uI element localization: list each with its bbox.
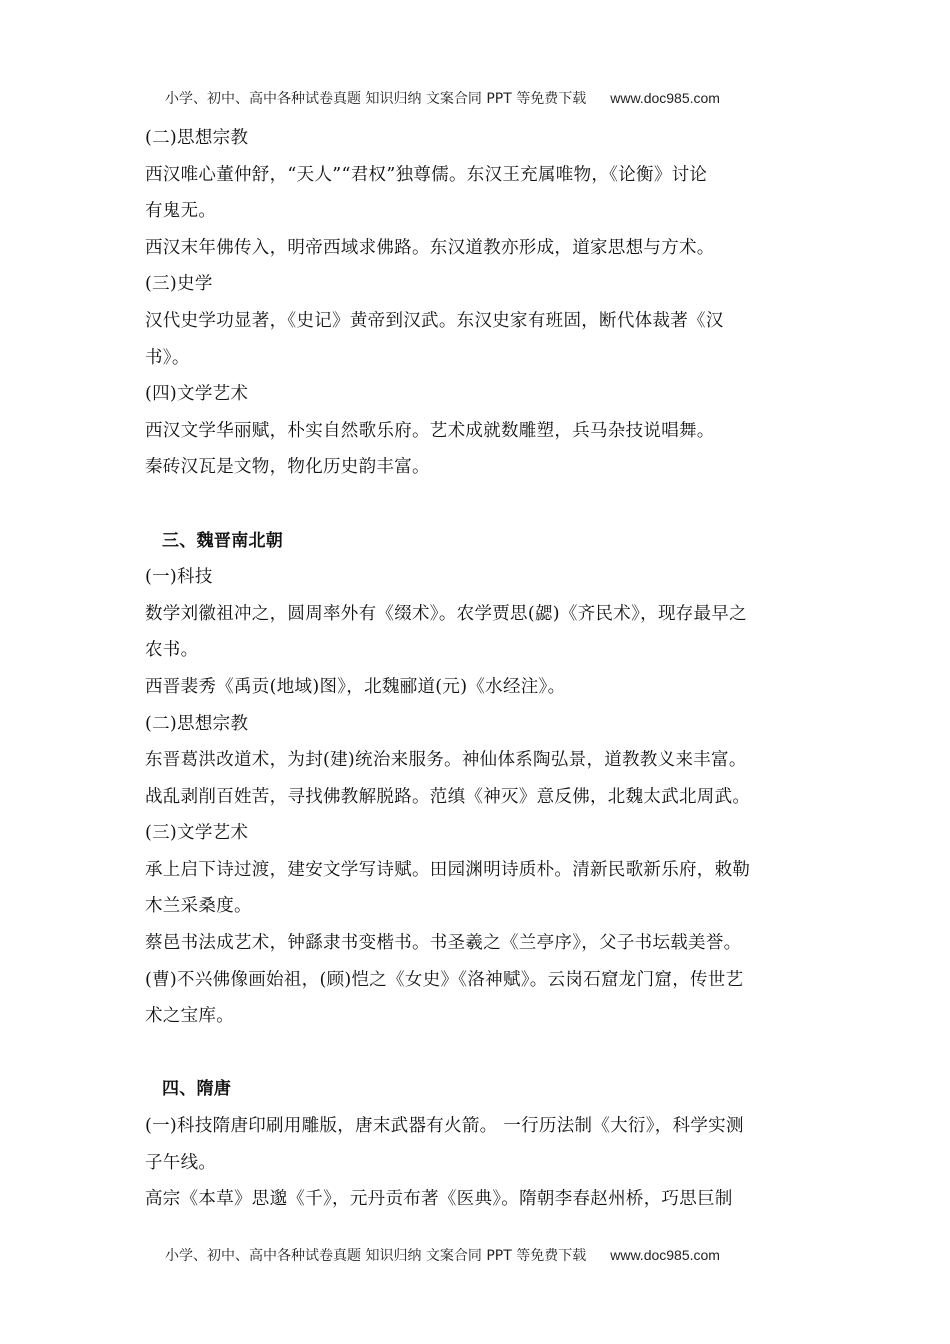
- paragraph-line: 高宗《本草》思邈《千》，元丹贡布著《医典》。隋朝李春赵州桥，巧思巨制: [145, 1189, 733, 1210]
- paragraph-line: 术之宝库。: [145, 1006, 234, 1027]
- header-text: 小学、初中、高中各种试卷真题 知识归纳 文案合同 PPT 等免费下载: [165, 91, 587, 107]
- subheading-thought-religion: (二)思想宗教: [145, 713, 249, 734]
- spacer: [145, 486, 810, 523]
- footer-text: 小学、初中、高中各种试卷真题 知识归纳 文案合同 PPT 等免费下载: [165, 1248, 587, 1264]
- paragraph-line: (曹)不兴佛像画始祖，(顾)恺之《女史》《洛神赋》。云岗石窟龙门窟，传世艺: [145, 969, 744, 990]
- paragraph-line: 子午线。: [145, 1152, 217, 1173]
- page-footer: [165, 1246, 720, 1265]
- paragraph-line: 农书。: [145, 640, 199, 661]
- paragraph-line: 战乱剥削百姓苦，寻找佛教解脱路。范缜《神灭》意反佛，北魏太武北周武。: [145, 786, 751, 807]
- paragraph-line: 汉代史学功显著，《史记》黄帝到汉武。东汉史家有班固，断代体裁著《汉: [145, 310, 724, 331]
- subheading-history: (三)史学: [145, 274, 213, 295]
- paragraph-line: (一)科技隋唐印刷用雕版，唐末武器有火箭。 一行历法制《大衍》，科学实测: [145, 1116, 744, 1137]
- paragraph-line: 西晋裴秀《禹贡(地域)图》，北魏郦道(元)《水经注》。: [145, 676, 566, 697]
- subheading-thought-religion: (二)思想宗教: [145, 128, 249, 148]
- document-body: [145, 120, 810, 1218]
- paragraph-line: 蔡邑书法成艺术，钟繇隶书变楷书。书圣羲之《兰亭序》，父子书坛载美誉。: [145, 933, 742, 954]
- subheading-literature-art: (四)文学艺术: [145, 384, 249, 405]
- header-url[interactable]: www.doc985.com: [610, 90, 720, 106]
- paragraph-line: 书》。: [145, 347, 190, 368]
- page-header: [165, 89, 720, 108]
- spacer: [145, 1035, 810, 1072]
- paragraph-line: 承上启下诗过渡，建安文学写诗赋。田园渊明诗质朴。清新民歌新乐府，敕勒: [145, 859, 751, 880]
- section-heading-wei-jin: 三、魏晋南北朝: [162, 530, 284, 551]
- paragraph-line: 西汉文学华丽赋，朴实自然歌乐府。艺术成就数雕塑，兵马杂技说唱舞。: [145, 420, 715, 441]
- footer-url[interactable]: www.doc985.com: [610, 1247, 720, 1263]
- paragraph-line: 有鬼无。: [145, 201, 217, 222]
- subheading-literature-art: (三)文学艺术: [145, 823, 249, 844]
- paragraph-line: 数学刘徽祖冲之，圆周率外有《缀术》。农学贾思(勰)《齐民术》，现存最早之: [145, 603, 747, 624]
- paragraph-line: 西汉末年佛传入，明帝西域求佛路。东汉道教亦形成，道家思想与方术。: [145, 237, 715, 258]
- paragraph-line: 秦砖汉瓦是文物，物化历史韵丰富。: [145, 457, 430, 478]
- section-heading-sui-tang: 四、隋唐: [162, 1079, 232, 1100]
- paragraph-line: 木兰采桑度。: [145, 896, 252, 917]
- paragraph-line: 东晋葛洪改道术，为封(建)统治来服务。神仙体系陶弘景，道教教义来丰富。: [145, 750, 747, 771]
- subheading-technology: (一)科技: [145, 567, 213, 588]
- paragraph-line: 西汉唯心董仲舒，“天人”“君权”独尊儒。东汉王充属唯物，《论衡》讨论: [145, 164, 708, 185]
